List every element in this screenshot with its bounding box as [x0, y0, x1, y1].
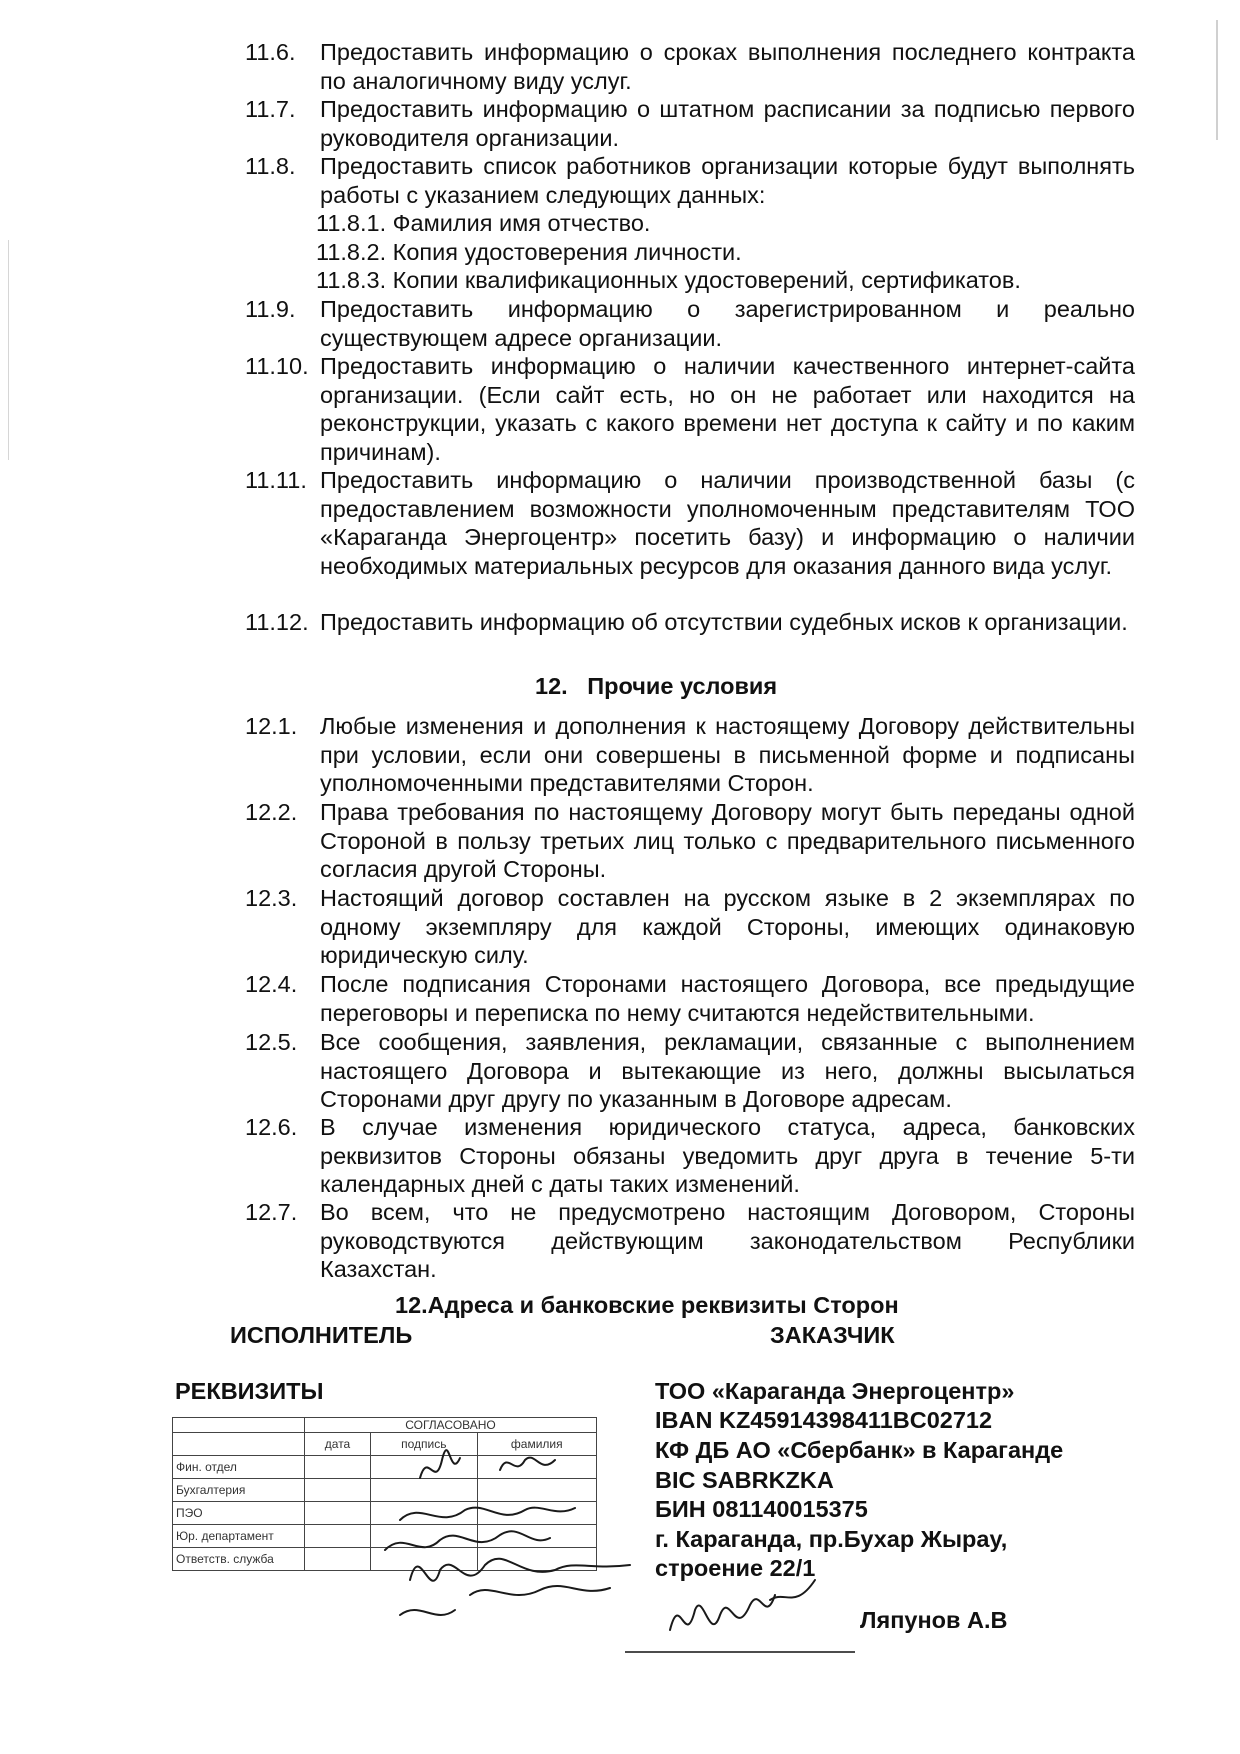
clause-12-7 — [245, 1198, 1135, 1284]
clause-11-6 — [245, 38, 1135, 95]
clause-number: 12.2. — [245, 799, 298, 825]
clause-11-8 — [245, 152, 1135, 209]
customer-bic: BIC SABRKZKA — [655, 1467, 834, 1493]
clause-text: Предоставить список работников организации которые будут выполнять работы с указанием следующих данных: — [320, 153, 1135, 208]
clause-text: Предоставить информацию о наличии качественного интернет-сайта организации. (Если сайт есть, но он не работает или находится на реконструкции, указать с какого времени нет доступа к сайту и по каким причинам). — [320, 353, 1135, 465]
subclause-11-8-1: 11.8.1. Фамилия имя отчество. — [316, 210, 651, 236]
clause-text: Предоставить информацию о штатном расписании за подписью первого руководителя организации. — [320, 96, 1135, 151]
clause-12-1 — [245, 712, 1135, 798]
clause-text: В случае изменения юридического статуса, адреса, банковских реквизитов Стороны обязаны уведомить друг друга в течение 5-ти календарных дней с даты таких изменений. — [320, 1114, 1135, 1197]
executor-label: ИСПОЛНИТЕЛЬ — [230, 1322, 413, 1348]
clause-text: Предоставить информацию об отсутствии судебных исков к организации. — [320, 609, 1128, 635]
customer-org-name: ТОО «Караганда Энергоцентр» — [655, 1378, 1015, 1404]
clause-number: 12.7. — [245, 1199, 298, 1225]
clause-number: 12.1. — [245, 713, 298, 739]
stamp-corner-cell — [173, 1418, 305, 1433]
stamp-header-surname: фамилия — [477, 1433, 596, 1456]
clause-number: 11.7. — [245, 96, 296, 122]
clause-text: Все сообщения, заявления, рекламации, связанные с выполнением настоящего Договора и вытекающие из него, должны высылаться Сторонами друг другу по указанным в Договоре адресам. — [320, 1029, 1135, 1112]
customer-address: г. Караганда, пр.Бухар Жырау, — [655, 1526, 1008, 1552]
section-12-title: 12. Прочие условия — [535, 673, 778, 699]
customer-address-building: строение 22/1 — [655, 1555, 816, 1581]
stamp-row-label: Юр. департамент — [173, 1525, 305, 1548]
clause-11-12 — [245, 608, 1135, 637]
clause-text: Права требования по настоящему Договору могут быть переданы одной Стороной в пользу третьих лиц только с предварительного письменного согласия другой Стороны. — [320, 799, 1135, 882]
customer-bin: БИН 081140015375 — [655, 1496, 868, 1522]
clause-text: Предоставить информацию о зарегистрированном и реально существующем адресе организации. — [320, 296, 1135, 351]
clause-12-2 — [245, 798, 1135, 884]
clause-number: 12.5. — [245, 1029, 298, 1055]
customer-signature — [625, 1570, 865, 1660]
customer-bank: КФ ДБ АО «Сбербанк» в Караганде — [655, 1437, 1064, 1463]
stamp-row-label: Ответств. служба — [173, 1548, 305, 1571]
stamp-row-label: Бухгалтерия — [173, 1479, 305, 1502]
clause-number: 11.11. — [245, 467, 307, 493]
stamp-title: СОГЛАСОВАНО — [305, 1418, 597, 1433]
clause-number: 11.6. — [245, 39, 296, 65]
clause-text: Настоящий договор составлен на русском языке в 2 экземплярах по одному экземпляру для каждой Стороны, имеющих одинаковую юридическую силу. — [320, 885, 1135, 968]
clause-12-5 — [245, 1028, 1135, 1114]
clause-text: Во всем, что не предусмотрено настоящим Договором, Стороны руководствуются действующим законодательством Республики Казахстан. — [320, 1199, 1135, 1282]
requisites-label: РЕКВИЗИТЫ — [175, 1378, 324, 1404]
clause-text: Предоставить информацию о наличии производственной базы (с предоставлением возможности уполномоченным представителям ТОО «Караганда Энергоцентр» посетить базу) и информацию о наличии необходимых материальных ресурсов для оказания данного вида услуг. — [320, 467, 1135, 579]
subclause-11-8-2: 11.8.2. Копия удостоверения личности. — [316, 239, 742, 265]
stamp-header-date: дата — [305, 1433, 371, 1456]
stamp-header-empty — [173, 1433, 305, 1456]
stamp-header-signature: подпись — [371, 1433, 478, 1456]
customer-iban: IBAN KZ45914398411BC02712 — [655, 1407, 993, 1433]
stamp-row-label: Фин. отдел — [173, 1456, 305, 1479]
addresses-title: 12.Адреса и банковские реквизиты Сторон — [395, 1292, 899, 1318]
clause-11-11 — [245, 466, 1135, 580]
clause-12-4 — [245, 970, 1135, 1027]
customer-label: ЗАКАЗЧИК — [770, 1322, 895, 1348]
clause-number: 12.3. — [245, 885, 298, 911]
signatory-name: Ляпунов А.В — [860, 1607, 1008, 1633]
clause-number: 11.10. — [245, 353, 309, 379]
clause-11-7 — [245, 95, 1135, 152]
clause-text: Предоставить информацию о сроках выполнения последнего контракта по аналогичному виду услуг. — [320, 39, 1135, 94]
clause-11-10 — [245, 352, 1135, 466]
clause-text: Любые изменения и дополнения к настоящему Договору действительны при условии, если они совершены в письменной форме и подписаны уполномоченными представителями Сторон. — [320, 713, 1135, 796]
clause-number: 12.4. — [245, 971, 298, 997]
scan-edge-right — [1216, 20, 1218, 140]
clause-number: 11.8. — [245, 153, 296, 179]
clause-text: После подписания Сторонами настоящего Договора, все предыдущие переговоры и переписка по нему считаются недействительными. — [320, 971, 1135, 1026]
clause-number: 11.9. — [245, 296, 296, 322]
clause-number: 12.6. — [245, 1114, 298, 1140]
scan-edge-left — [8, 240, 9, 460]
clause-number: 11.12. — [245, 609, 309, 635]
clause-12-6 — [245, 1113, 1135, 1199]
clause-12-3 — [245, 884, 1135, 970]
stamp-row-label: ПЭО — [173, 1502, 305, 1525]
clause-11-9 — [245, 295, 1135, 352]
subclause-11-8-3: 11.8.3. Копии квалификационных удостоверений, сертификатов. — [316, 267, 1021, 293]
